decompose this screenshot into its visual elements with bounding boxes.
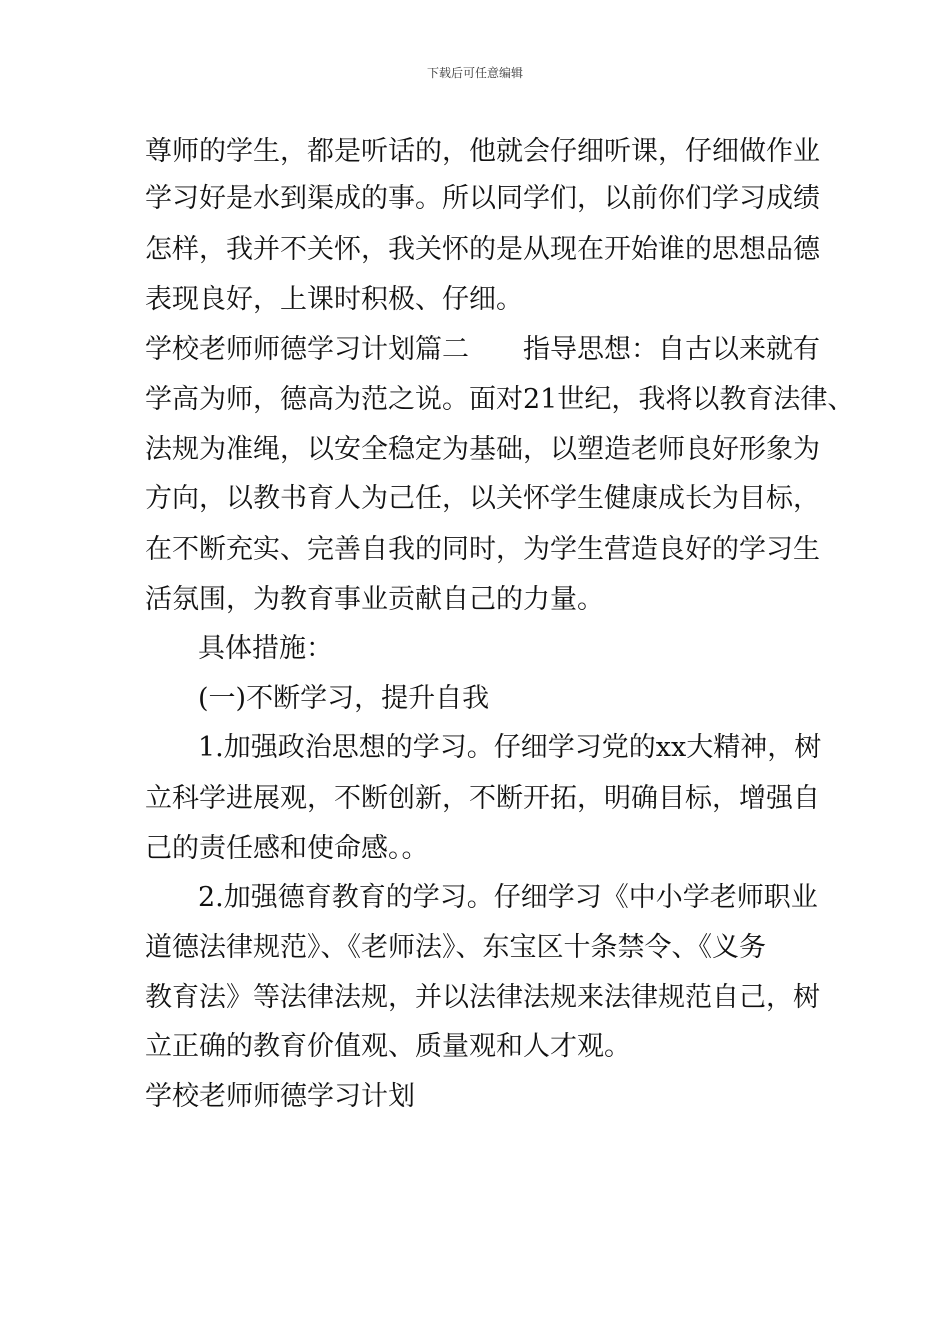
text-line: 尊师的学生，都是听话的，他就会仔细听课，仔细做作业 [145,136,820,167]
text-line: 活氛围，为教育事业贡献自己的力量。 [145,584,604,615]
text-line: 表现良好，上课时积极、仔细。 [145,284,523,315]
text-line: 方向，以教书育人为己任，以关怀学生健康成长为目标， [145,483,820,514]
text-line: 教育法》等法律法规，并以法律法规来法律规范自己，树 [145,982,820,1013]
text-line: 己的责任感和使命感。。 [145,833,429,864]
text-line: 立正确的教育价值观、质量观和人才观。 [145,1031,631,1062]
subheading-line: (一)不断学习，提升自我 [198,683,490,714]
text-line: 在不断充实、完善自我的同时，为学生营造良好的学习生 [145,534,820,565]
page-header: 下载后可任意编辑 [426,66,523,80]
text-line: 学高为师，德高为范之说。面对21世纪，我将以教育法律、 [145,384,855,415]
text-line: 怎样，我并不关怀，我关怀的是从现在开始谁的思想品德 [145,234,820,265]
text-line: 2.加强德育教育的学习。仔细学习《中小学老师职业 [198,882,818,913]
text-line: 立科学进展观，不断创新，不断开拓，明确目标，增强自 [145,783,820,814]
subheading-line: 具体措施： [198,633,333,664]
text-line: 1.加强政治思想的学习。仔细学习党的xx大精神，树 [198,732,822,763]
text-line: 学习好是水到渠成的事。所以同学们，以前你们学习成绩 [145,183,820,214]
section-heading-line: 学校老师师德学习计划 [145,1081,415,1112]
text-line: 道德法律规范》、《老师法》、东宝区十条禁令、《义务 [145,932,766,963]
section-heading-line: 学校老师师德学习计划篇二 指导思想：自古以来就有 [145,334,820,365]
text-line: 法规为准绳，以安全稳定为基础，以塑造老师良好形象为 [145,434,820,465]
